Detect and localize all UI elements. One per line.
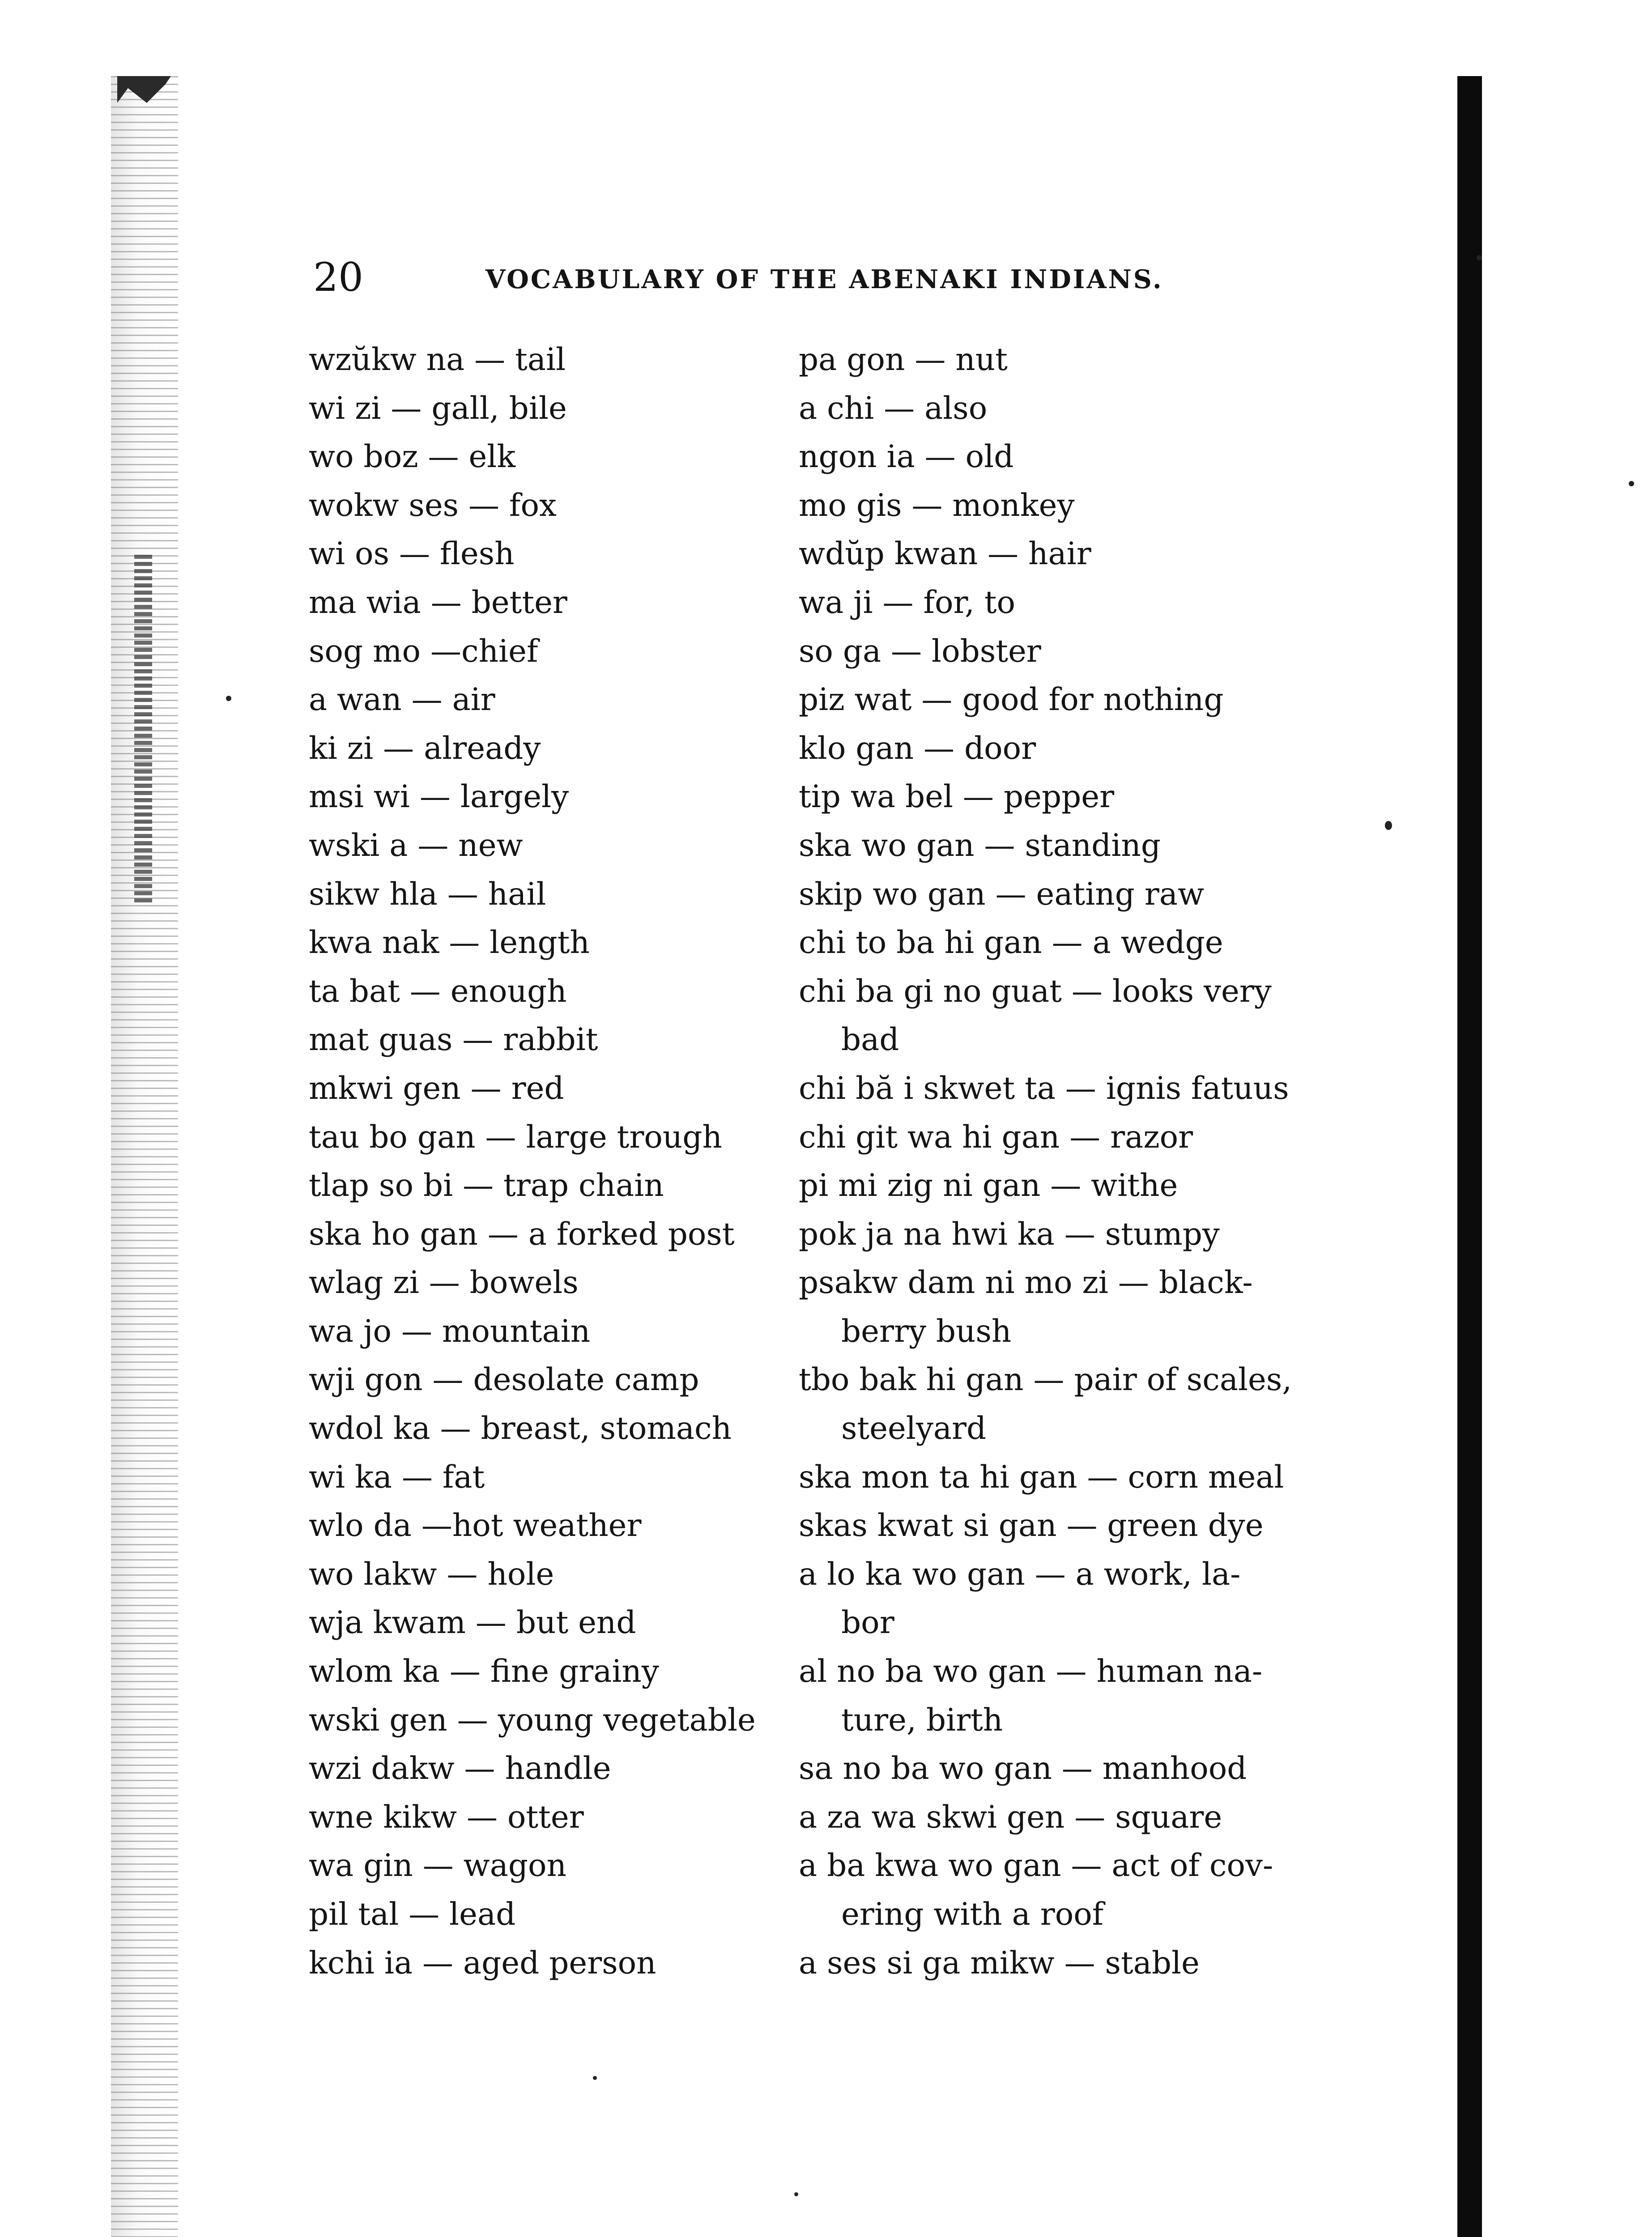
vocab-entry: wi os — flesh: [309, 536, 515, 572]
vocab-entry: wdol ka — breast, stomach: [309, 1411, 732, 1447]
scan-speck: [794, 2192, 798, 2196]
vocab-entry: wo boz — elk: [309, 439, 516, 475]
vocab-entry: piz wat — good for nothing: [799, 682, 1224, 718]
entry-continuation: berry bush: [841, 1313, 1012, 1349]
vocab-entry: ska mon ta hi gan — corn meal: [799, 1459, 1284, 1495]
vocab-entry: mo gis — monkey: [799, 487, 1075, 523]
vocab-entry: ki zi — already: [309, 730, 541, 766]
entry-continuation: bor: [841, 1605, 894, 1641]
vocab-entry: wski gen — young vegetable: [309, 1702, 756, 1738]
vocab-entry: a ses si ga mikw — stable: [799, 1945, 1200, 1981]
entry-text: chi ba gi no guat — looks very: [799, 973, 1272, 1009]
vocab-entry: wa ji — for, to: [799, 584, 1016, 621]
vocabulary-column-right: [799, 336, 1318, 1987]
scan-speck: [1629, 481, 1634, 486]
entry-text: a ba kwa wo gan — act of cov-: [799, 1848, 1273, 1884]
vocabulary-column-left: [309, 336, 801, 1987]
vocab-entry: chi git wa hi gan — razor: [799, 1119, 1193, 1155]
vocab-entry: tlap so bi — trap chain: [309, 1168, 664, 1204]
vocab-entry: ta bat — enough: [309, 973, 567, 1009]
vocab-entry: pi mi zig ni gan — withe: [799, 1168, 1178, 1204]
vocab-entry: wlag zi — bowels: [309, 1265, 579, 1301]
vocab-entry: ma wia — better: [309, 584, 567, 621]
vocab-entry: [799, 1356, 1318, 1453]
vocab-entry: [799, 967, 1318, 1064]
entry-continuation: ering with a roof: [841, 1897, 1104, 1932]
vocab-entry: chi bă i skwet ta — ignis fatuus: [799, 1070, 1289, 1106]
vocab-entry: msi wi — largely: [309, 779, 569, 815]
vocab-entry: pa gon — nut: [799, 342, 1008, 378]
vocab-entry: ska wo gan — standing: [799, 827, 1161, 863]
entry-continuation: steelyard: [841, 1411, 987, 1447]
vocab-entry: ska ho gan — a forked post: [309, 1216, 735, 1252]
vocab-entry: a chi — also: [799, 390, 988, 426]
vocab-entry: mat guas — rabbit: [309, 1022, 598, 1058]
vocab-entry: [799, 1550, 1318, 1647]
vocab-entry: wji gon — desolate camp: [309, 1362, 699, 1398]
vocab-entry: [799, 1647, 1318, 1744]
page-edge-bar: [1457, 76, 1482, 2237]
entry-continuation: ture, birth: [841, 1702, 1003, 1738]
page-header: [313, 251, 1208, 304]
vocab-entry: wo lakw — hole: [309, 1556, 554, 1592]
vocab-entry: wokw ses — fox: [309, 487, 557, 523]
scan-speck: [226, 696, 231, 701]
vocab-entry: sog mo —chief: [309, 633, 538, 669]
vocab-entry: wa gin — wagon: [309, 1848, 567, 1884]
vocab-entry: tau bo gan — large trough: [309, 1119, 722, 1155]
vocab-entry: wzi dakw — handle: [309, 1751, 611, 1787]
vocab-entry: [799, 1841, 1318, 1939]
vocab-entry: skas kwat si gan — green dye: [799, 1508, 1264, 1544]
vocab-entry: wne kikw — otter: [309, 1799, 584, 1835]
entry-continuation: bad: [841, 1022, 899, 1058]
vocab-entry: pil tal — lead: [309, 1897, 516, 1932]
vocab-entry: wski a — new: [309, 827, 523, 863]
vocab-entry: kchi ia — aged person: [309, 1945, 656, 1981]
vocab-entry: chi to ba hi gan — a wedge: [799, 925, 1223, 961]
vocab-entry: wi zi — gall, bile: [309, 390, 567, 426]
vocab-entry: a wan — air: [309, 682, 495, 718]
vocab-entry: wdŭp kwan — hair: [799, 536, 1091, 572]
vocab-entry: klo gan — door: [799, 730, 1036, 766]
entry-text: tbo bak hi gan — pair of scales,: [799, 1362, 1292, 1398]
scan-speck: [1477, 255, 1482, 260]
vocab-entry: wi ka — fat: [309, 1459, 485, 1495]
vocab-entry: sikw hla — hail: [309, 876, 546, 912]
vocab-entry: [799, 1259, 1318, 1356]
entry-text: psakw dam ni mo zi — black-: [799, 1265, 1253, 1301]
vocab-entry: mkwi gen — red: [309, 1070, 564, 1106]
vocab-entry: wzŭkw na — tail: [309, 342, 566, 378]
vocab-entry: pok ja na hwi ka — stumpy: [799, 1216, 1220, 1252]
vocab-entry: wja kwam — but end: [309, 1605, 636, 1641]
vocab-entry: tip wa bel — pepper: [799, 779, 1115, 815]
vocab-entry: a za wa skwi gen — square: [799, 1799, 1222, 1835]
vocab-entry: kwa nak — length: [309, 925, 590, 961]
vocab-entry: so ga — lobster: [799, 633, 1041, 669]
page-number: 20: [313, 254, 363, 300]
running-title: VOCABULARY OF THE ABENAKI INDIANS.: [485, 264, 1163, 294]
vocab-entry: sa no ba wo gan — manhood: [799, 1751, 1247, 1787]
vocab-entry: ngon ia — old: [799, 439, 1014, 475]
entry-text: al no ba wo gan — human na-: [799, 1654, 1263, 1690]
vocab-entry: wlo da —hot weather: [309, 1508, 642, 1544]
vocab-entry: wlom ka — fine grainy: [309, 1654, 659, 1690]
scan-speck: [1385, 821, 1392, 830]
scan-speck: [593, 2076, 597, 2080]
binding-edge-shadow: [134, 555, 152, 904]
binding-edge: [111, 76, 178, 2237]
entry-text: a lo ka wo gan — a work, la-: [799, 1556, 1241, 1592]
vocab-entry: skip wo gan — eating raw: [799, 876, 1205, 912]
vocab-entry: wa jo — mountain: [309, 1313, 591, 1349]
